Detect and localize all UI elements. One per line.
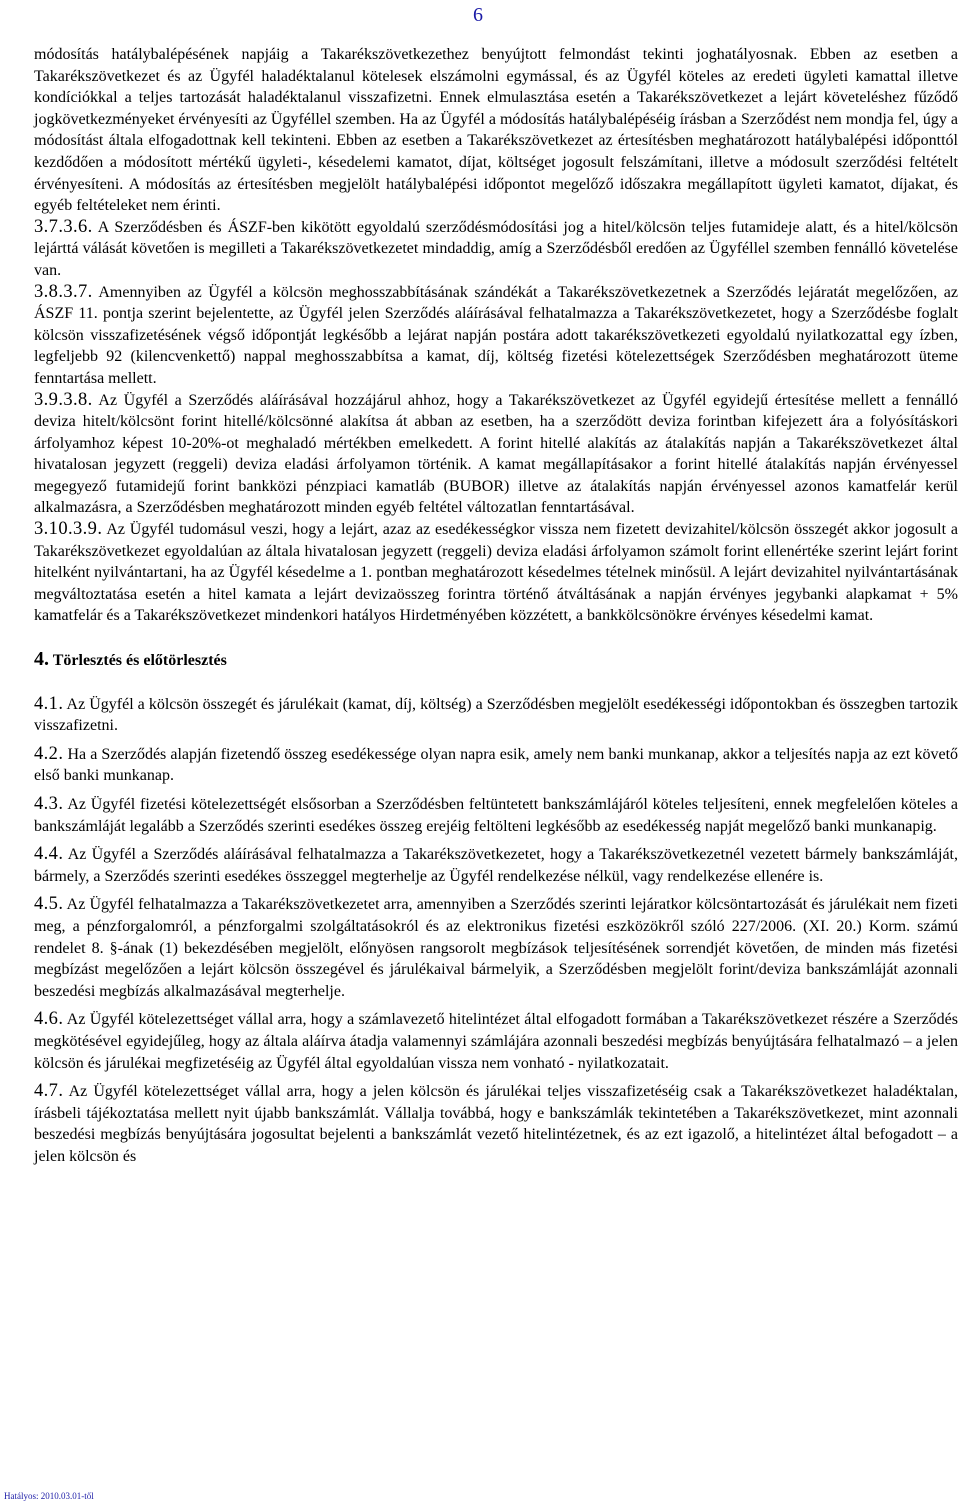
section-3-items (34, 217, 958, 627)
clause-4-2 (34, 744, 958, 787)
clause-3-7-3-6 (34, 217, 958, 282)
clause-number: 4.7. (34, 1081, 64, 1102)
section-title: Törlesztés és előtörlesztés (52, 652, 227, 670)
clause-text: Az Ügyfél a Szerződés aláírásával hozzájárul ahhoz, hogy a Takarékszövetkezet az Ügyfél egyidejű értesítése mellett a fennálló deviza hitelt/kölcsönt forint hitellé/kölcsönné alakítsa át abban az esetben, ha a szerződött deviza forintban kifejezett ára a folyósításkori árfolyamhoz képest 10-20%-ot meghaladó mértékben emelkedett. A forint hitellé alakítás az átalakítás napján a Takarékszövetkezet által hivatalosan jegyzett (reggeli) deviza eladási árfolyamon történik. A kamat megállapításakor a forint hitellé átalakítás napján érvényessel megegyező futamidejű forint bankközi pénzpiaci kamatláb (BUBOR) illetve az átalakítás napján érvényessel azonos kamatfelár kerül alkalmazásra, a Szerződésben meghatározott minden egyéb feltétel változatlan fenntartásával. (34, 391, 959, 517)
clause-text: A Szerződésben és ÁSZF-ben kikötött egyoldalú szerződésmódosítási jog a hitel/kölcsön teljes futamideje alatt, és a hitel/kölcsön lejárttá válását követően is megilleti a Takarékszövetkezetet mindaddig, amíg a Szerződésből eredően az Ügyféllel szemben fennálló követelése van. (34, 218, 958, 279)
clause-number: 4.4. (34, 844, 64, 865)
clause-3-10-3-9 (34, 519, 958, 627)
clause-number: 4.3. (34, 794, 64, 814)
clause-4-7 (34, 1081, 958, 1167)
clause-text: Az Ügyfél tudomásul veszi, hogy a lejárt, azaz az esedékességkor vissza nem fizetett devizahitel/kölcsön összegét akkor jogosult a Takarékszövetkezet egyoldalúan az általa hivatalosan jegyzett (reggeli) deviza eladási árfolyamon számolt forint ellenértéke szerint lejárt forint hitelként nyilvántartani, ha az Ügyfél késedelme a 1. pontban meghatározott késedelmes tételnek minősül. A lejárt devizahitel nyilvántartásának megváltoztatása esetén a hitel kamata a lejárt devizaösszeg forintra történő átváltásának a napján érvényes jegybanki alapkamat + 5% kamatfelár és a Takarékszövetkezet mindenkori hatályos Hirdetményében közzétett, a bankkölcsönökre érvényes késedelmi kamat. (34, 521, 958, 625)
clause-text: Az Ügyfél kötelezettséget vállal arra, hogy a számlavezető hitelintézet által elfogadott formában a Takarékszövetkezet részére a Szerződés megkötésével egyidejűleg, hogy az általa aláírva átadja valamennyi számlájára azonnali beszedési megbízás benyújtására felhatalmazó – a jelen kölcsön és járulékai megfizetéséig az Ügyfél által egyoldalúan vissza nem vonható - nyilatkozatait. (34, 1011, 958, 1072)
clause-number: 3.8.3.7. (34, 281, 93, 302)
page-number: 6 (473, 4, 483, 26)
clause-number: 4.2. (34, 743, 64, 764)
clause-3-8-3-7 (34, 282, 958, 390)
clause-4-3 (34, 794, 958, 837)
clause-text: Ha a Szerződés alapján fizetendő összeg esedékessége olyan napra esik, amely nem banki munkanap, akkor a teljesítés napja az ezt követő első banki munkanap. (34, 745, 959, 785)
clause-4-4 (34, 844, 958, 887)
clause-text: Az Ügyfél fizetési kötelezettségét elsősorban a Szerződésben feltüntetett bankszámlájáról köteles teljesíteni, ennek megfelelően köteles a bankszámláját legalább a Szerződés szerinti esedékes összeg erejéig feltölteni legkésőbb az esedékesség napját megelőző banki munkanapig. (34, 796, 959, 835)
clause-4-6 (34, 1009, 958, 1074)
document-body (34, 44, 958, 1175)
section-number: 4. (34, 648, 49, 671)
clause-3-9-3-8 (34, 390, 958, 520)
section-heading-4 (34, 649, 958, 672)
section-4-items (34, 694, 958, 1168)
clause-4-5 (34, 894, 958, 1002)
clause-text: Az Ügyfél a Szerződés aláírásával felhatalmazza a Takarékszövetkezetet, hogy a Takarékszövetkezetnél vezetett bármely bankszámláját, bármely, a Szerződés szerinti esedékes összeggel megterhelje az Ügyfél rendelkezése nélkül, vagy rendelkezése ellenére is. (34, 846, 958, 885)
clause-text: Az Ügyfél kötelezettséget vállal arra, hogy a jelen kölcsön és járulékai teljes visszafizetéséig csak a Takarékszövetkezet haladéktalan, írásbeli tájékoztatása mellett nyit újabb bankszámlát. Vállalja továbbá, hogy e bankszámlák tekintetében a Takarékszövetkezet, mint azonnali beszedési megbízás benyújtására jogosultat bejelenti a bankszámlát vezető hitelintézetnek, és az ezt igazolő, a hitelintézet által befogadott – a jelen kölcsön és (34, 1083, 958, 1165)
clause-number: 4.6. (34, 1009, 64, 1030)
effective-date-footer: Hatályos: 2010.03.01-től (4, 1491, 94, 1501)
clause-text: Amennyiben az Ügyfél a kölcsön meghosszabbításának szándékát a Takarékszövetkezetnek a Szerződés lejáratát megelőzően, az ÁSZF 11. pontja szerint bejelentette, az Ügyfél jelen Szerződés aláírásával felhatalmazza a Takarékszövetkezetet, hogy a Szerződésbe foglalt kölcsön visszafizetésének végső időpontját legkésőbb a lejárat napján postára adott takarékszövetkezeti egyoldalú nyilatkozattal egy ízben, legfeljebb 92 (kilencvenkettő) nappal meghosszabbítsa a kamat, díj, költség fizetési kötelezettségek Szerződésben meghatározott üteme fenntartása mellett. (34, 283, 958, 387)
clause-number: 4.5. (34, 894, 64, 915)
clause-number: 3.10.3.9. (34, 519, 103, 540)
clause-number: 3.9.3.8. (34, 389, 93, 410)
intro-paragraph: módosítás hatálybalépésének napjáig a Takarékszövetkezethez benyújtott felmondást tekinti joghatályosnak. Ebben az esetben a Takarékszövetkezet és az Ügyfél haladéktalanul kötelesek elszámolni egymással, és az Ügyfél köteles az eredeti ügyleti kamattal illetve kondíciókkal a teljes tartozását haladéktalanul visszafizetni. Ennek elmulasztása esetén a Takarékszövetkezet a lejárt követeléshez fűződő jogkövetkezményeket érvényesíti az Ügyféllel szemben. Ha az Ügyfél a módosítás hatálybalépéséig írásban a Szerződést nem mondja fel, úgy a módosítást általa elfogadottnak kell tekinteni. Ebben az esetben a Takarékszövetkezet az értesítésben meghatározott hatálybalépési időponttól kezdődően a módosított mértékű ügyleti-, késedelemi kamatot, díjat, költséget jogosult felszámítani, illetve a módosult szerződési feltételt érvényesíteni. A módosítás az értesítésben megjelölt hatálybalépési időpontot megelőző időszakra megállapított ügyleti kamatot, díjakat, és egyéb feltételeket nem érinti. (34, 46, 958, 215)
clause-4-1 (34, 694, 958, 737)
clause-number: 3.7.3.6. (34, 216, 93, 237)
clause-text: Az Ügyfél a kölcsön összegét és járulékait (kamat, díj, költség) a Szerződésben megjelölt esedékességi időpontokban és összegben tartozik visszafizetni. (34, 695, 958, 735)
clause-number: 4.1. (34, 693, 64, 714)
clause-text: Az Ügyfél felhatalmazza a Takarékszövetkezetet arra, amennyiben a Szerződés szerinti lejáratkor kölcsöntartozását és járulékait nem fizeti meg, a pénzforgalomról, a pénzforgalmi szolgáltatásokról és az elektronikus fizetési eszközökről szóló 227/2006. (XI. 20.) Korm. számú rendelet 8. §-ának (1) bekezdésében megjelölt, előnyösen rangsorolt megbízások teljesítésének sorrendjét követően, de minden más fizetési megbízást megelőzően a lejárt kölcsön összegével és járulékaival bármelyik, a Szerződésben megjelölt forint/deviza bankszámláját azonnali beszedési megbízás alkalmazásával megterhelje. (34, 896, 959, 1000)
